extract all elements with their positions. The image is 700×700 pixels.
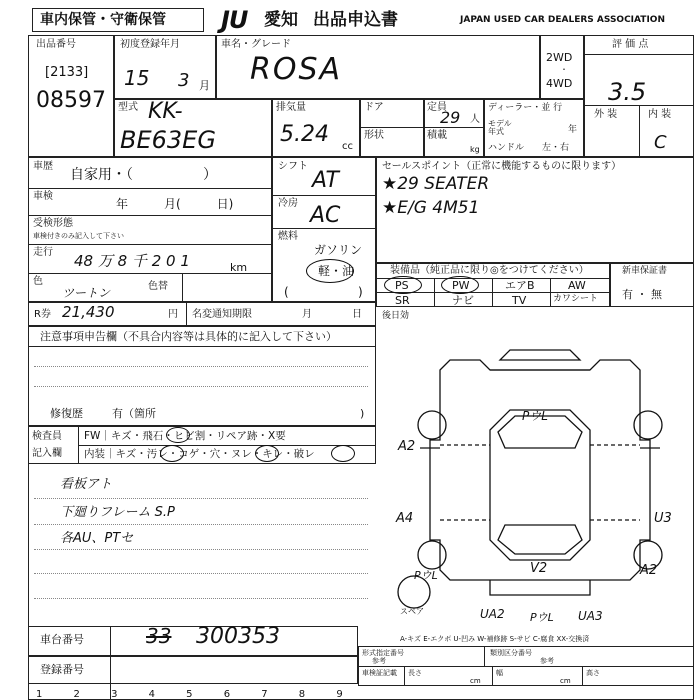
doors-line [360,127,424,128]
displacement-unit: cc [342,141,353,152]
equip-sr: SR [395,294,410,307]
inspector-label: 検査員 [32,431,62,442]
hist-line-3 [28,244,272,245]
fuel-diesel: 軽・油 [318,264,355,278]
inspector-line [78,445,376,446]
interior-label: 内 装 [648,109,672,120]
hist-line-1 [28,188,272,189]
color-label: 色 [33,276,43,287]
lot-label: 出品番号 [36,39,76,50]
car-name-label: 車名・グレード [221,39,291,50]
history-label: 車歴 [33,161,53,172]
handle-options: 左・右 [542,143,570,153]
circle-yogore [160,445,184,462]
shaken-label: 車検 [33,191,53,202]
displacement-value: 5.24 [280,122,329,147]
car-name-value: ROSA [250,52,343,87]
equipment-label: 装備品（純正品に限り◎をつけてください） [390,265,589,276]
aircon-label: 冷房 [278,198,298,209]
circle-ps [384,276,422,294]
spec-div-1 [484,646,485,666]
inspector-row-2: 内装｜キズ・汚レ・コゲ・穴・ヌレ・キレ・破レ [84,448,315,460]
drive-2wd: 2WD [546,51,573,64]
exam-form-sub: 車検付きのみ記入して下さい [33,232,124,240]
registration-month-unit: 月 [199,79,210,92]
lot-number: 08597 [36,88,106,113]
notes-dot-2 [34,386,368,387]
load-label: 積載 [427,130,447,141]
handwritten-note-1: 看板アト [60,477,113,492]
spec-height-label: 高さ [586,669,600,677]
mark-right-rear: A2 [640,563,658,578]
recycle-unit: 円 [168,309,178,320]
mileage-label: 走行 [33,247,53,258]
chassis-label: 車台番号 [40,633,84,646]
equip-pw: PW [452,279,470,292]
equip-tv: TV [512,294,527,307]
circle-yabure [331,445,355,462]
color-value: ツートン [62,286,111,300]
equip-ps: PS [395,279,409,292]
handwritten-note-2: 下廻りフレーム S.P [60,505,175,520]
spec-class-label: 類別区分番号 [490,649,532,657]
note-dot-4 [34,573,368,574]
warranty-value: 有 ・ 無 [622,288,662,301]
notice-month: 月 [302,309,312,320]
spec-line [358,666,694,667]
interior-grade: C [654,132,667,153]
notice-label: 名変通知期限 [192,309,252,320]
mark-left-mid: A4 [396,511,414,526]
mileage-unit: km [230,261,248,274]
chassis-number: 300353 [196,624,280,649]
spec-cert-label: 車検証記載 [362,669,397,677]
shift-label: シフト [278,161,308,172]
spec-cm-1: cm [470,677,481,685]
shaken-value: 年 月( 日) [116,197,234,211]
handle-label: ハンドル [488,143,525,153]
inspector-div [78,426,79,464]
warranty-label: 新車保証書 [622,266,668,276]
shape-label: 形状 [364,130,384,141]
hist-line-2 [28,215,272,216]
mark-left-front: A2 [398,439,416,454]
doors-label: ドア [364,102,384,113]
rating-line [584,54,694,55]
capacity-value: 29 [440,108,461,127]
ju-logo: JU [221,6,248,34]
sales-point-1: ★29 SEATER [382,174,490,194]
note-dot-2 [34,524,368,525]
equip-div-3 [550,278,551,307]
spec-ref-2: 参考 [540,657,554,665]
drive-dot: ・ [560,65,568,74]
org-name: 愛知 [264,10,298,30]
drive-4wd: 4WD [546,77,573,90]
vehicle-diagram [380,330,694,630]
note-dot-5 [34,598,368,599]
equip-navi: ナビ [452,294,474,307]
lot-code: [2133] [45,65,89,80]
equip-aw: AW [568,279,586,292]
notes-label: 注意事項申告欄（不具合内容等は具体的に記入して下さい） [40,330,337,343]
mark-rear-left: UA2 [480,607,505,621]
spec-div-3 [492,666,493,686]
mileage-value: 48 万 8 千 2 0 1 [74,252,190,270]
inspector-form-label: 記入欄 [32,448,62,459]
registration-label: 初度登録年月 [120,39,180,50]
circle-nure [255,445,279,462]
inspector-row-1: FW｜キズ・飛石・ヒビ割・リペア跡・X要 [84,430,286,442]
fuel-label: 燃料 [278,231,298,242]
fuel-circle-mark [306,259,354,283]
spec-ref-1: 参考 [372,657,386,665]
sales-points-label: セールスポイント（正常に機能するものに限ります） [382,161,622,172]
damage-legend: A-キズ E-エクボ U-凹み W-補修跡 S-サビ C-腐食 XX-交換済 [400,635,590,643]
rating-label: 評 価 点 [612,39,649,50]
rating-value: 3.5 [608,78,647,106]
equip-airbag: エアB [505,279,535,292]
capacity-line [424,127,484,128]
spec-div-2 [404,666,405,686]
equip-seat: カワシート [553,294,599,304]
aircon-line [272,228,376,229]
note-dot-1 [34,498,368,499]
spec-cm-2: cm [560,677,571,685]
circle-pw [441,276,479,294]
fuel-paren-r: ) [358,285,363,299]
note-dot-3 [34,549,368,550]
exam-form-label: 受検形態 [33,218,73,229]
spec-div-4 [582,666,583,686]
model-year-label: モデル 年式 [488,119,512,136]
spare-label: スペア [400,607,424,616]
model-code: BE63EG [120,126,216,154]
circle-hiseki [166,427,190,443]
spec-length-label: 長さ [408,669,422,677]
model-prefix: KK- [148,99,183,124]
load-unit: kg [470,145,480,154]
dealer-label: ディーラー・並 行 [488,103,563,113]
capacity-unit: 人 [470,114,480,125]
mark-rear-center: PウL [530,611,554,624]
model-year-unit: 年 [568,125,578,135]
capacity-label: 定員 [427,102,447,113]
registration-month: 3 [178,70,190,91]
history-value: 自家用・（ ） [70,167,217,183]
displacement-label: 排気量 [276,102,306,113]
repair-label: 修復歴 [50,407,83,420]
mark-left-rear: PウL [414,569,438,582]
shift-line [272,195,376,196]
shift-value: AT [312,168,339,193]
mark-right-mid: U3 [654,511,672,526]
mark-rear-roof: V2 [530,561,548,576]
exterior-label: 外 装 [594,109,618,120]
storage-type-title: 車内保管・守衛保管 [40,12,166,28]
color-change-label: 色替 [148,281,168,292]
back-label: 後日効 [382,311,410,321]
color-divider [182,273,183,302]
reg-label: 登録番号 [40,663,84,676]
aircon-value: AC [310,203,341,228]
repair-close: ) [360,407,365,420]
notes-dot-1 [34,366,368,367]
spec-type-label: 形式指定番号 [362,649,404,657]
assoc-name: JAPAN USED CAR DEALERS ASSOCIATION [460,15,665,25]
handwritten-note-3: 各AU、PTセ [60,531,134,546]
notes-line [28,346,376,347]
fuel-gas: ガソリン [314,243,363,257]
mark-front: PウL [522,409,548,423]
registration-year: 15 [124,66,150,90]
fuel-paren-l: ( [284,285,289,299]
rating-divider [639,105,640,157]
sales-point-2: ★E/G 4M51 [382,198,480,218]
equip-div-1 [434,278,435,307]
doc-title: 出品申込書 [313,10,398,30]
recycle-value: 21,430 [62,303,115,321]
recycle-label: R券 [34,309,51,320]
model-label: 型式 [118,102,138,113]
chassis-struck: 33 [146,624,172,648]
repair-value: 有（箇所 [112,407,156,420]
equip-div-2 [492,278,493,307]
recycle-divider [186,302,187,326]
mark-rear-right: UA3 [578,609,603,623]
spec-width-label: 幅 [496,669,503,677]
notice-day: 日 [352,309,362,320]
footer-index: 1 2 3 4 5 6 7 8 9 [36,689,357,700]
